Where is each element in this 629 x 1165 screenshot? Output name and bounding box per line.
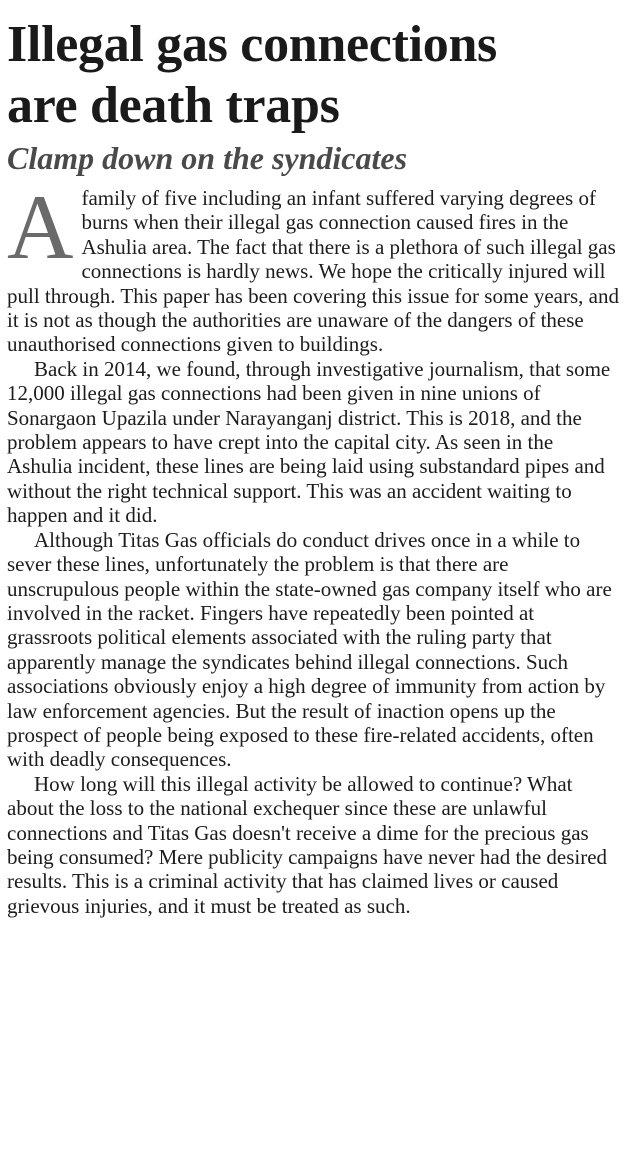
paragraph-3: Although Titas Gas officials do conduct drives once in a while to sever these lines, unfortunately the problem is that there are unscrupulous people within the state-owned gas company itself who are involved in the racket. Fingers have repeatedly been pointed at grassroots political elements associated with the ruling party that apparently manage the syndicates behind illegal connections. Such associations obviously enjoy a high degree of immunity from action by law enforcement agencies. But the result of inaction opens up the prospect of people being exposed to these fire-related accidents, often with deadly consequences.	[7, 527, 612, 772]
article-body	[7, 176, 619, 918]
drop-cap: A	[7, 176, 74, 278]
headline-line-1: Illegal gas connections	[7, 16, 497, 73]
subheadline: Clamp down on the syndicates	[7, 140, 408, 176]
headline	[7, 14, 619, 136]
paragraph-1-text: family of five including an infant suffered varying degrees of burns when their illegal gas connection caused fires in the Ashulia area. The fact that there is a plethora of such illegal gas connections is hardly news. We hope the critically injured will pull through. This paper has been covering this issue for some years, and it is not as though the authorities are unaware of the dangers of these unauthorised connections given to buildings.	[7, 186, 619, 357]
paragraph-1	[7, 176, 619, 357]
paragraph-2: Back in 2014, we found, through investigative journalism, that some 12,000 illegal gas connections had been given in nine unions of Sonargaon Upazila under Narayanganj district. This is 2018, and the problem appears to have crept into the capital city. As seen in the Ashulia incident, these lines are being laid using substandard pipes and without the right technical support. This was an accident waiting to happen and it did.	[7, 356, 611, 528]
headline-line-2: are death traps	[7, 77, 340, 134]
editorial-article	[7, 14, 619, 918]
paragraph-4: How long will this illegal activity be allowed to continue? What about the loss to the national exchequer since these are unlawful connections and Titas Gas doesn't receive a dime for the precious gas being consumed? Mere publicity campaigns have never had the desired results. This is a criminal activity that has claimed lives or caused grievous injuries, and it must be treated as such.	[7, 771, 608, 918]
